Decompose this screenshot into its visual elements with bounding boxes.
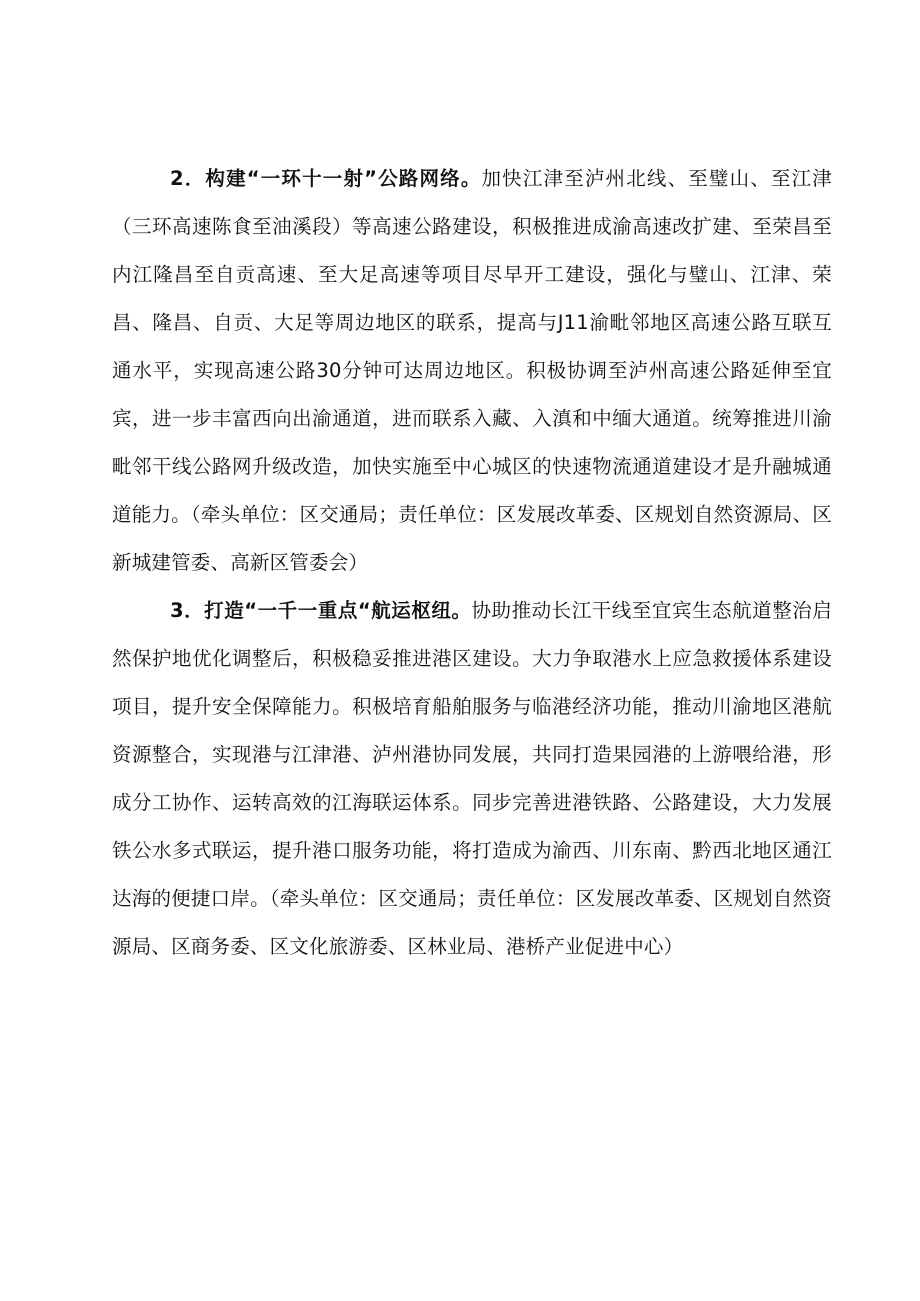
section-2-paragraph <box>112 155 832 587</box>
section-3-paragraph <box>112 587 832 971</box>
section-2-body: 加快江津至泸州北线、至璧山、至江津（三环高速陈食至油溪段）等高速公路建设，积极推进成渝高速改扩建、至荣昌至内江隆昌至自贡高速、至大足高速等项目尽早开工建设，强化与璧山、江津、荣昌、隆昌、自贡、大足等周边地区的联系，提高与J11渝毗邻地区高速公路互联互通水平，实现高速公路30分钟可达周边地区。积极协调至泸州高速公路延伸至宜宾，进一步丰富西向出渝通道，进而联系入藏、入滇和中缅大通道。统筹推进川渝毗邻干线公路网升级改造，加快实施至中心城区的快速物流通道建设才是升融城通道能力。（牵头单位：区交通局；责任单位：区发展改革委、区规划自然资源局、区新城建管委、高新区管委会） <box>112 167 832 574</box>
document-page <box>112 155 832 971</box>
section-3-body: 协助推动长江干线至宜宾生态航道整治启然保护地优化调整后，积极稳妥推进港区建设。大力争取港水上应急救援体系建设项目，提升安全保障能力。积极培育船舶服务与临港经济功能，推动川渝地区港航资源整合，实现港与江津港、泸州港协同发展，共同打造果园港的上游喂给港，形成分工协作、运转高效的江海联运体系。同步完善进港铁路、公路建设，大力发展铁公水多式联运，提升港口服务功能，将打造成为渝西、川东南、黔西北地区通江达海的便捷口岸。（牵头单位：区交通局；责任单位：区发展改革委、区规划自然资源局、区商务委、区文化旅游委、区林业局、港桥产业促进中心） <box>112 599 832 958</box>
section-2-heading: 2．构建“一环十一射”公路网络。 <box>170 167 482 190</box>
section-3-heading: 3．打造“一千一重点“航运枢纽。 <box>170 599 472 622</box>
